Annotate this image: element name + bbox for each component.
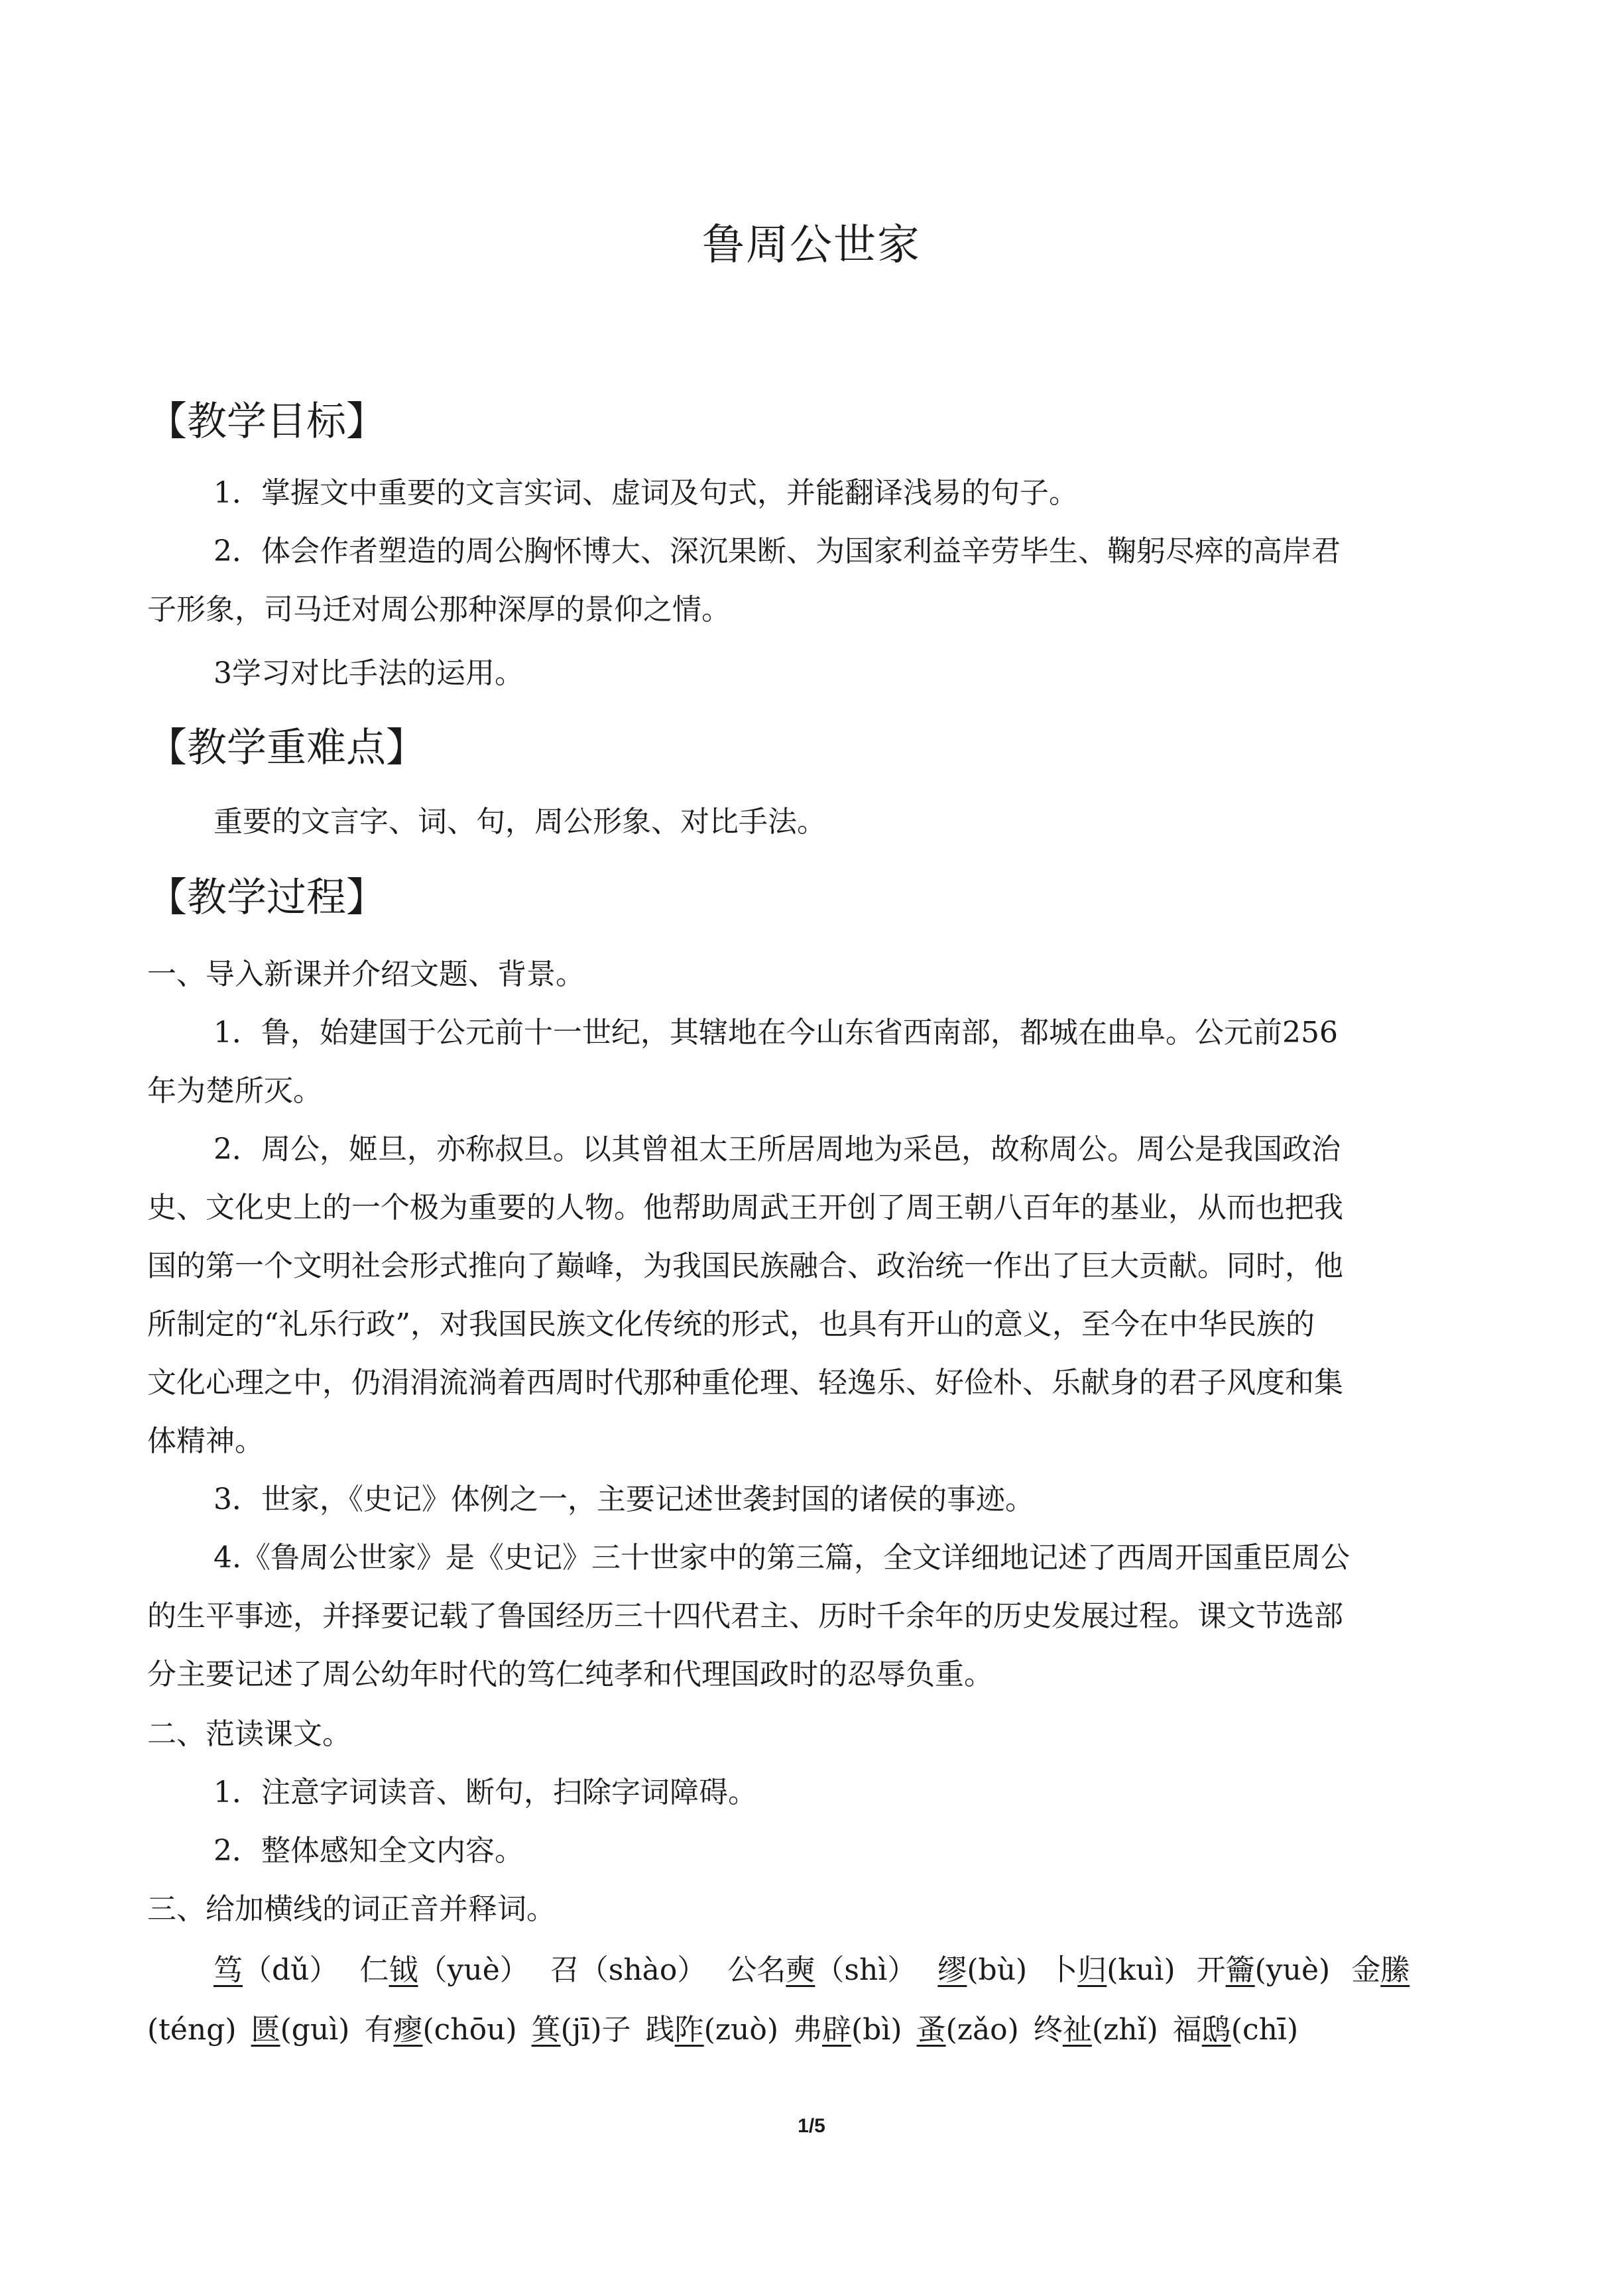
vocab-underlined-word: 瘳 <box>393 2013 423 2047</box>
objective-3: 3学习对比手法的运用。 <box>213 656 524 690</box>
vocab-underlined-word: 钺 <box>389 1953 418 1987</box>
vocab-item <box>1172 2013 1299 2047</box>
vocab-prefix: 福 <box>1172 2013 1202 2047</box>
vocab-underlined-word: 祉 <box>1062 2013 1092 2047</box>
vocab-pinyin: (chōu) <box>422 2013 517 2047</box>
paragraph-1-2-line-6: 体精神。 <box>147 1424 264 1458</box>
vocab-pinyin: （dǔ） <box>243 1953 339 1987</box>
vocab-pinyin: (chī) <box>1231 2013 1299 2047</box>
vocab-item <box>1033 2013 1158 2047</box>
vocab-prefix: 仁 <box>359 1953 389 1987</box>
vocab-underlined-word: 缪 <box>937 1953 967 1987</box>
vocab-prefix: 终 <box>1033 2013 1063 2047</box>
objective-2-line-1: 2．体会作者塑造的周公胸怀博大、深沉果断、为国家利益辛劳毕生、鞠躬尽瘁的高岸君 <box>213 534 1341 568</box>
vocab-item <box>251 2013 350 2047</box>
vocab-item <box>793 2013 902 2047</box>
page-number: 1/5 <box>798 2115 825 2137</box>
vocab-underlined-word: 鸱 <box>1201 2013 1231 2047</box>
process-heading: 【教学过程】 <box>147 875 386 921</box>
vocab-prefix: 公名 <box>727 1953 786 1987</box>
vocab-pinyin: (jī)子 <box>560 2013 631 2047</box>
vocab-prefix: (téng) <box>147 2013 237 2047</box>
paragraph-1-2-line-4: 所制定的“礼乐行政”，对我国民族文化传统的形式，也具有开山的意义，至今在中华民族的 <box>147 1307 1315 1341</box>
keypoints-heading: 【教学重难点】 <box>147 725 426 771</box>
vocab-underlined-word: 阼 <box>674 2013 704 2047</box>
process-step-2: 二、范读课文。 <box>147 1717 351 1751</box>
vocab-item <box>916 2013 1019 2047</box>
vocab-underlined-word: 箕 <box>531 2013 561 2047</box>
paragraph-1-1-line-1: 1．鲁，始建国于公元前十一世纪，其辖地在今山东省西南部，都城在曲阜。公元前256 <box>213 1016 1338 1050</box>
vocab-prefix: 召 <box>550 1953 579 1987</box>
vocab-item <box>147 2013 237 2047</box>
paragraph-1-2-line-2: 史、文化史上的一个极为重要的人物。他帮助周武王开创了周王朝八百年的基业，从而也把我 <box>147 1191 1343 1225</box>
vocab-pinyin: （shào） <box>579 1953 707 1987</box>
paragraph-2-1: 1．注意字词读音、断句，扫除字词障碍。 <box>213 1776 757 1809</box>
paragraph-1-2-line-3: 国的第一个文明社会形式推向了巅峰，为我国民族融合、政治统一作出了巨大贡献。同时，他 <box>147 1249 1343 1283</box>
vocab-underlined-word: 辟 <box>822 2013 852 2047</box>
vocab-underlined-word: 蚤 <box>916 2013 946 2047</box>
process-step-3: 三、给加横线的词正音并释词。 <box>147 1892 556 1926</box>
vocab-pinyin: (zuò) <box>703 2013 779 2047</box>
vocab-underlined-word: 笃 <box>213 1953 243 1987</box>
vocab-row-1 <box>213 1953 1431 1987</box>
vocab-item <box>1196 1953 1331 1987</box>
vocab-item <box>1351 1953 1410 1987</box>
vocab-item <box>645 2013 779 2047</box>
vocab-underlined-word: 匮 <box>251 2013 280 2047</box>
vocab-item <box>213 1953 339 1987</box>
vocab-pinyin: (bù) <box>967 1953 1028 1987</box>
vocab-pinyin: (bì) <box>851 2013 902 2047</box>
vocab-prefix: 有 <box>364 2013 394 2047</box>
vocab-prefix: 开 <box>1196 1953 1226 1987</box>
vocab-pinyin: (zhǐ) <box>1091 2013 1158 2047</box>
vocab-underlined-word: 归 <box>1077 1953 1107 1987</box>
vocab-prefix: 践 <box>645 2013 675 2047</box>
vocab-row-2 <box>147 2013 1313 2047</box>
vocab-pinyin: (yuè) <box>1254 1953 1331 1987</box>
vocab-pinyin: （yuè） <box>418 1953 529 1987</box>
keypoints-text: 重要的文言字、词、句，周公形象、对比手法。 <box>213 805 826 839</box>
paragraph-1-3: 3．世家，《史记》体例之一，主要记述世袭封国的诸侯的事迹。 <box>213 1482 1034 1516</box>
vocab-pinyin: （shì） <box>815 1953 917 1987</box>
vocab-item <box>359 1953 529 1987</box>
vocab-prefix: 卜 <box>1048 1953 1078 1987</box>
vocab-pinyin: (kuì) <box>1107 1953 1175 1987</box>
vocab-pinyin: (zǎo) <box>945 2013 1019 2047</box>
vocab-item <box>550 1953 707 1987</box>
vocab-underlined-word: 縢 <box>1380 1953 1410 1987</box>
vocab-item <box>364 2013 517 2047</box>
vocab-pinyin: (guì) <box>280 2013 350 2047</box>
paragraph-1-2-line-1: 2．周公，姬旦，亦称叔旦。以其曾祖太王所居周地为采邑，故称周公。周公是我国政治 <box>213 1132 1341 1166</box>
page-title: 鲁周公世家 <box>702 221 921 270</box>
paragraph-1-1-line-2: 年为楚所灭。 <box>147 1074 322 1108</box>
paragraph-1-4-line-1: 4.《鲁周公世家》是《史记》三十世家中的第三篇，全文详细地记述了西周开国重臣周公 <box>213 1541 1350 1575</box>
objective-1: 1．掌握文中重要的文言实词、虚词及句式，并能翻译浅易的句子。 <box>213 476 1078 510</box>
paragraph-1-4-line-2: 的生平事迹，并择要记载了鲁国经历三十四代君主、历时千余年的历史发展过程。课文节选部 <box>147 1599 1343 1633</box>
paragraph-1-2-line-5: 文化心理之中，仍涓涓流淌着西周时代那种重伦理、轻逸乐、好俭朴、乐献身的君子风度和集 <box>147 1366 1343 1400</box>
vocab-item <box>727 1953 917 1987</box>
objectives-heading: 【教学目标】 <box>147 398 386 445</box>
vocab-item <box>531 2013 631 2047</box>
vocab-underlined-word: 奭 <box>786 1953 815 1987</box>
process-step-1: 一、导入新课并介绍文题、背景。 <box>147 957 585 991</box>
vocab-underlined-word: 籥 <box>1225 1953 1255 1987</box>
paragraph-2-2: 2．整体感知全文内容。 <box>213 1834 524 1868</box>
vocab-item <box>1048 1953 1175 1987</box>
vocab-prefix: 弗 <box>793 2013 823 2047</box>
vocab-prefix: 金 <box>1351 1953 1381 1987</box>
paragraph-1-4-line-3: 分主要记述了周公幼年时代的笃仁纯孝和代理国政时的忍辱负重。 <box>147 1658 993 1691</box>
objective-2-line-2: 子形象，司马迁对周公那种深厚的景仰之情。 <box>147 593 731 627</box>
vocab-item <box>937 1953 1028 1987</box>
